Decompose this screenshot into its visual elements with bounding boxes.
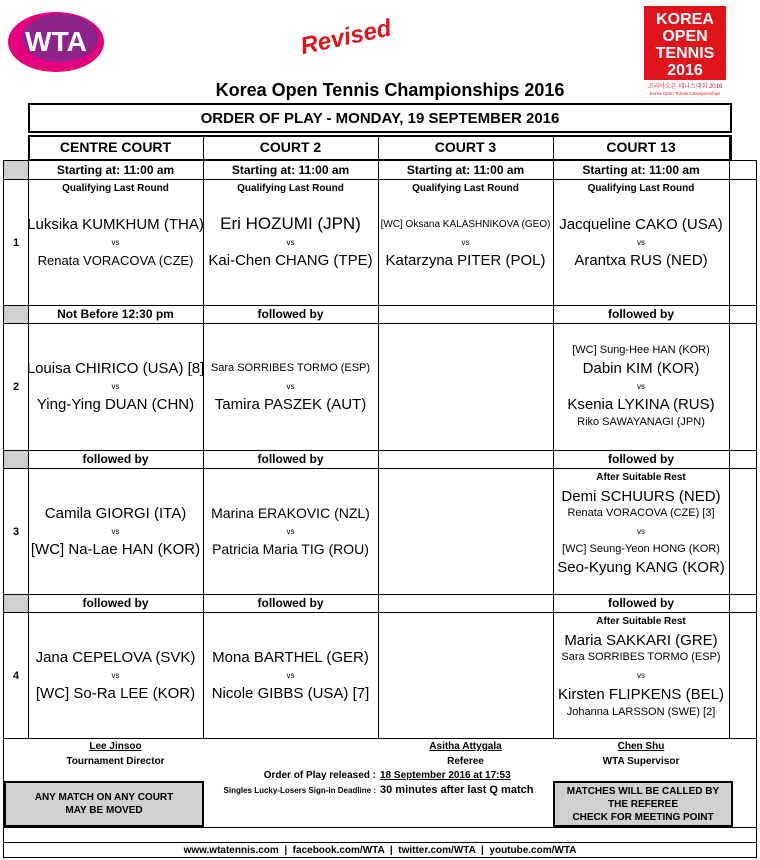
vs-label: vs <box>286 381 295 391</box>
round-label: Qualifying Last Round <box>587 182 695 194</box>
director-role: Tournament Director <box>66 756 165 767</box>
player-name: Kai-Chen CHANG (TPE) <box>208 251 373 269</box>
vs-label: vs <box>286 237 295 247</box>
player-name: Dabin KIM (KOR) <box>582 359 700 377</box>
lucky-losers-value: 30 minutes after last Q match <box>380 784 534 796</box>
vs-label: vs <box>637 237 645 247</box>
player-name: Riko SAWAYANAGI (JPN) <box>577 416 705 428</box>
event-title: Korea Open Tennis Championships 2016 <box>215 80 565 100</box>
svg-text:TENNIS: TENNIS <box>655 45 715 62</box>
vs-label: vs <box>286 526 295 536</box>
start-time <box>378 305 553 323</box>
start-time: followed by <box>608 307 674 321</box>
court-header-centre: CENTRE COURT <box>59 139 172 155</box>
player-name: Jacqueline CAKO (USA) <box>559 215 723 233</box>
vs-label: vs <box>111 526 120 536</box>
player-name: Eri HOZUMI (JPN) <box>220 214 361 233</box>
player-name: Nicole GIBBS (USA) [7] <box>211 684 370 702</box>
order-title: ORDER OF PLAY - MONDAY, 19 SEPTEMBER 2016 <box>200 109 560 127</box>
revised-label: Revised <box>298 14 394 61</box>
director-name: Lee Jinsoo <box>89 741 142 752</box>
svg-text:Korea Open Tennis Championship: Korea Open Tennis Championships <box>649 91 721 96</box>
start-time: followed by <box>257 452 324 466</box>
vs-label: vs <box>111 237 120 247</box>
player-name: Kirsten FLIPKENS (BEL) <box>558 685 724 703</box>
player-name: Seo-Kyung KANG (KOR) <box>557 558 725 576</box>
player-name: [WC] Sung-Hee HAN (KOR) <box>572 344 710 356</box>
player-name: Ksenia LYKINA (RUS) <box>567 395 715 413</box>
round-label: After Suitable Rest <box>596 471 686 483</box>
round-label: Qualifying Last Round <box>412 182 519 194</box>
start-time: Starting at: 11:00 am <box>231 163 350 177</box>
start-time <box>378 450 553 468</box>
referee-role: Referee <box>447 756 484 767</box>
start-time: followed by <box>608 596 674 610</box>
player-name: Luksika KUMKHUM (THA) <box>27 215 204 233</box>
start-time: followed by <box>257 307 324 321</box>
round-label: Qualifying Last Round <box>237 182 344 194</box>
social-links: www.wtatennis.com | facebook.com/WTA | twitter.com/WTA | youtube.com/WTA <box>183 844 577 856</box>
player-name: Sara SORRIBES TORMO (ESP) <box>210 362 371 374</box>
round-label: Qualifying Last Round <box>62 182 169 194</box>
player-name: [WC] So-Ra LEE (KOR) <box>35 684 196 702</box>
player-name: Maria SAKKARI (GRE) <box>564 631 718 649</box>
supervisor-role: WTA Supervisor <box>602 756 680 767</box>
player-name: Arantxa RUS (NED) <box>574 251 708 269</box>
court-header-2: COURT 2 <box>259 139 322 155</box>
vs-label: vs <box>637 670 645 680</box>
released-value: 18 September 2016 at 17:53 <box>380 770 511 781</box>
round-label: After Suitable Rest <box>596 615 686 627</box>
start-time: Starting at: 11:00 am <box>56 163 175 177</box>
start-time: Starting at: 11:00 am <box>582 163 700 177</box>
start-time: followed by <box>82 452 149 466</box>
wta-logo <box>6 10 106 74</box>
start-time: followed by <box>257 596 324 610</box>
svg-text:KOREA: KOREA <box>656 11 714 28</box>
svg-text:OPEN: OPEN <box>662 28 708 45</box>
korea-open-logo <box>642 4 728 98</box>
player-name: [WC] Na-Lae HAN (KOR) <box>30 540 201 558</box>
row-number: 4 <box>12 669 20 682</box>
player-name: Louisa CHIRICO (USA) [8] <box>26 359 205 377</box>
start-time <box>378 594 553 612</box>
start-time: followed by <box>608 452 674 466</box>
svg-text:코리아오픈 테니스대회 2016: 코리아오픈 테니스대회 2016 <box>647 84 723 90</box>
court-header-3: COURT 3 <box>434 139 497 155</box>
vs-label: vs <box>461 237 470 247</box>
player-name: Jana CEPELOVA (SVK) <box>35 648 196 666</box>
player-name: [WC] Seung-Yeon HONG (KOR) <box>562 543 720 555</box>
player-name: Camila GIORGI (ITA) <box>44 504 187 522</box>
start-time: Starting at: 11:00 am <box>406 163 525 177</box>
player-name: Ying-Ying DUAN (CHN) <box>36 395 195 413</box>
player-name: Renata VORACOVA (CZE) <box>37 252 194 268</box>
supervisor-name: Chen Shu <box>617 741 665 752</box>
any-match-moved-notice: ANY MATCH ON ANY COURT MAY BE MOVED <box>4 781 204 827</box>
player-name: Patricia Maria TIG (ROU) <box>212 541 369 557</box>
player-name: [WC] Oksana KALASHNIKOVA (GEO) <box>380 218 551 230</box>
row-number: 1 <box>12 236 20 249</box>
start-time: Not Before 12:30 pm <box>57 307 174 321</box>
player-name: Tamira PASZEK (AUT) <box>214 395 367 413</box>
row-number: 3 <box>12 525 20 538</box>
matches-called-notice: MATCHES WILL BE CALLED BY THE REFEREE CHECK FOR MEETING POINT <box>553 781 733 827</box>
wta-logo-text: WTA <box>25 26 87 57</box>
player-name: Marina ERAKOVIC (NZL) <box>211 505 370 521</box>
lucky-losers-label: Singles Lucky-Losers Sign-in Deadline : <box>223 786 376 795</box>
player-name: Demi SCHUURS (NED) <box>561 487 721 505</box>
svg-text:2016: 2016 <box>667 62 703 79</box>
player-name: Katarzyna PITER (POL) <box>385 251 546 269</box>
player-name: Sara SORRIBES TORMO (ESP) <box>561 651 721 663</box>
player-name: Renata VORACOVA (CZE) [3] <box>567 507 715 519</box>
vs-label: vs <box>286 670 295 680</box>
vs-label: vs <box>637 526 645 536</box>
player-name: Mona BARTHEL (GER) <box>212 648 369 666</box>
released-label: Order of Play released : <box>263 770 376 781</box>
court-header-13: COURT 13 <box>606 139 676 155</box>
vs-label: vs <box>111 381 120 391</box>
start-time: followed by <box>82 596 149 610</box>
player-name: Johanna LARSSON (SWE) [2] <box>566 706 716 718</box>
vs-label: vs <box>637 381 645 391</box>
referee-name: Asitha Attygala <box>429 741 502 752</box>
row-number: 2 <box>12 381 20 393</box>
vs-label: vs <box>111 670 120 680</box>
